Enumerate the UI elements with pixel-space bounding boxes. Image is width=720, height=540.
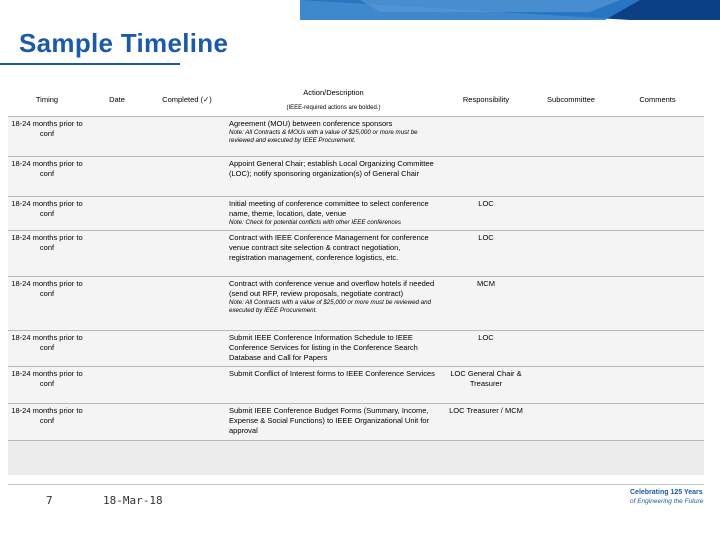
action-cell — [226, 231, 441, 277]
subcommittee-cell — [531, 277, 611, 331]
date-cell — [86, 404, 148, 441]
table-row — [8, 367, 704, 404]
comments-cell — [611, 231, 704, 277]
completed-cell — [148, 117, 226, 157]
timing-cell: 18-24 months prior to conf — [11, 369, 83, 388]
table-row — [8, 277, 704, 331]
action-cell — [226, 277, 441, 331]
responsibility-cell — [441, 157, 531, 197]
footer-tagline-sub: of Engineering the Future — [630, 498, 704, 505]
comments-cell — [611, 441, 704, 475]
timing-cell: 18-24 months prior to conf — [11, 406, 83, 425]
page-number: 7 — [46, 494, 53, 507]
comments-cell — [611, 331, 704, 367]
action-text: Submit IEEE Conference Information Schedule to IEEE Conference Services for listing in the Conference Search Database and Call for Papers — [229, 333, 418, 362]
header-timing: Timing — [35, 95, 59, 104]
responsibility-cell: MCM — [477, 279, 495, 288]
subcommittee-cell — [531, 231, 611, 277]
responsibility-cell: LOC Treasurer / MCM — [449, 406, 523, 415]
comments-cell — [611, 367, 704, 404]
comments-cell — [611, 197, 704, 231]
subcommittee-cell — [531, 197, 611, 231]
completed-cell — [148, 367, 226, 404]
action-cell — [226, 441, 441, 475]
table-row — [8, 157, 704, 197]
table-row — [8, 117, 704, 157]
header-comments: Comments — [639, 95, 676, 104]
footer-tagline: Celebrating 125 Years — [630, 489, 703, 496]
action-note: Note: All Contracts with a value of $25,000 or more must be reviewed and executed by IEEE Procurement. — [229, 299, 431, 314]
header-action — [226, 84, 441, 117]
footer-divider — [8, 484, 704, 485]
completed-cell — [148, 197, 226, 231]
header-action-label: Action/Description — [303, 88, 364, 97]
action-text: Initial meeting of conference committee to select conference name, theme, location, date, venue — [229, 199, 429, 218]
header-subcommittee: Subcommittee — [547, 95, 595, 104]
action-text: Contract with conference venue and overflow hotels if needed (send out RFP, review proposals, negotiate contract) — [229, 279, 435, 298]
date-cell — [86, 367, 148, 404]
footer-date: 18-Mar-18 — [103, 494, 163, 507]
header-completed: Completed (✓) — [162, 95, 212, 104]
action-cell — [226, 404, 441, 441]
action-note: Note: All Contracts & MOUs with a value of $25,000 or more must be reviewed and executed by IEEE Procurement. — [229, 129, 418, 144]
action-cell — [226, 331, 441, 367]
timing-cell — [8, 441, 86, 475]
subcommittee-cell — [531, 367, 611, 404]
table-row — [8, 197, 704, 231]
date-cell — [86, 231, 148, 277]
subcommittee-cell — [531, 441, 611, 475]
responsibility-cell — [441, 117, 531, 157]
comments-cell — [611, 157, 704, 197]
action-text: Submit Conflict of Interest forms to IEEE Conference Services — [229, 369, 435, 378]
date-cell — [86, 197, 148, 231]
subcommittee-cell — [531, 157, 611, 197]
header-date: Date — [109, 95, 125, 104]
header-row — [8, 84, 704, 117]
action-text: Submit IEEE Conference Budget Forms (Summary, Income, Expense & Social Functions) to IEEE Organizational Unit for approval — [229, 406, 430, 435]
title-underline — [0, 63, 180, 65]
timing-cell: 18-24 months prior to conf — [11, 279, 83, 298]
comments-cell — [611, 277, 704, 331]
action-note: Note: Check for potential conflicts with other IEEE conferences — [229, 219, 401, 226]
timing-cell: 18-24 months prior to conf — [11, 233, 83, 252]
header-responsibility: Responsibility — [462, 95, 510, 104]
completed-cell — [148, 404, 226, 441]
page-title: Sample Timeline — [19, 28, 229, 58]
timeline-table — [8, 84, 704, 475]
responsibility-cell: LOC — [478, 333, 494, 342]
completed-cell — [148, 157, 226, 197]
subcommittee-cell — [531, 117, 611, 157]
action-text: Agreement (MOU) between conference sponsors — [229, 119, 393, 128]
timing-cell: 18-24 months prior to conf — [11, 333, 83, 352]
header-action-sub: (IEEE-required actions are bolded.) — [286, 105, 381, 111]
table-row — [8, 331, 704, 367]
completed-cell — [148, 441, 226, 475]
action-cell — [226, 157, 441, 197]
responsibility-cell — [441, 441, 531, 475]
table-row — [8, 231, 704, 277]
action-text: Appoint General Chair; establish Local Organizing Committee (LOC); notify sponsoring organization(s) of General Chair — [229, 159, 434, 178]
table-row — [8, 404, 704, 441]
comments-cell — [611, 404, 704, 441]
action-cell — [226, 197, 441, 231]
subcommittee-cell — [531, 404, 611, 441]
timing-cell: 18-24 months prior to conf — [11, 159, 83, 178]
date-cell — [86, 277, 148, 331]
date-cell — [86, 441, 148, 475]
date-cell — [86, 331, 148, 367]
completed-cell — [148, 331, 226, 367]
subcommittee-cell — [531, 331, 611, 367]
timing-cell: 18-24 months prior to conf — [11, 199, 83, 218]
top-banner — [0, 0, 720, 20]
responsibility-cell: LOC — [478, 199, 494, 208]
date-cell — [86, 117, 148, 157]
responsibility-cell: LOC General Chair & Treasurer — [450, 369, 522, 388]
completed-cell — [148, 277, 226, 331]
completed-cell — [148, 231, 226, 277]
date-cell — [86, 157, 148, 197]
action-text: Contract with IEEE Conference Management for conference venue contract site selection & contract negotiation, registration management, conference logistics, etc. — [229, 233, 429, 262]
responsibility-cell: LOC — [478, 233, 494, 242]
action-cell — [226, 367, 441, 404]
comments-cell — [611, 117, 704, 157]
action-cell — [226, 117, 441, 157]
timing-cell: 18-24 months prior to conf — [11, 119, 83, 138]
table-row-empty — [8, 441, 704, 475]
